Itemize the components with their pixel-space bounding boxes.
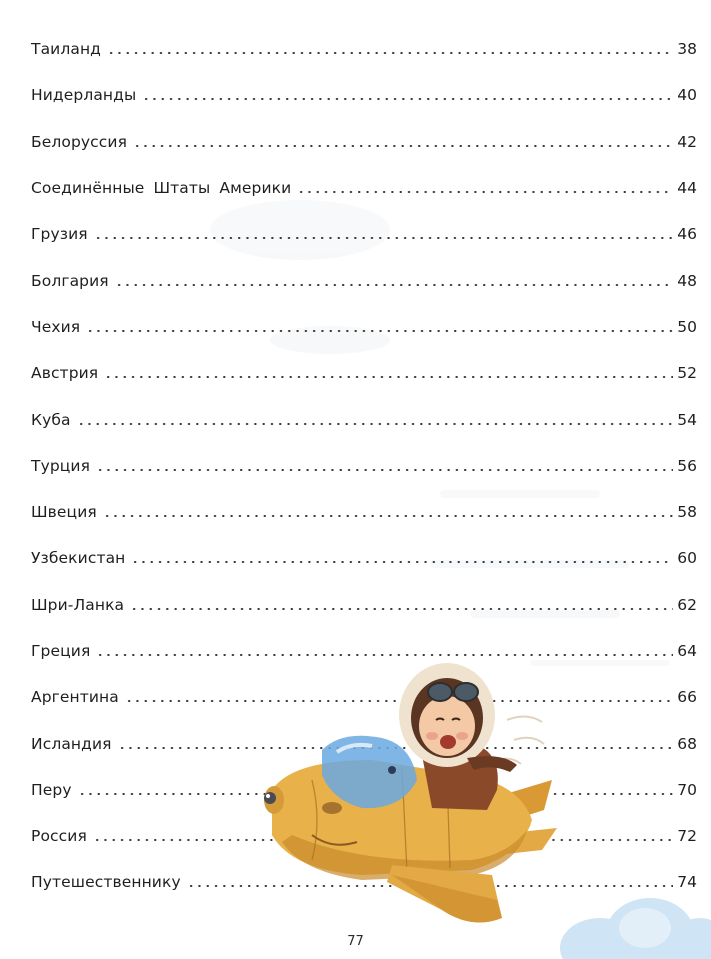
toc-entry bbox=[31, 582, 697, 628]
toc-entry-title: Белоруссия bbox=[31, 132, 128, 151]
toc-leader-dots bbox=[77, 423, 674, 425]
toc-entry-page: 72 bbox=[677, 827, 697, 846]
toc-leader-dots bbox=[133, 145, 673, 147]
toc-entry bbox=[31, 443, 697, 489]
toc-entry-title: Перу bbox=[31, 780, 72, 799]
toc-entry-page: 56 bbox=[677, 456, 697, 475]
toc-leader-dots bbox=[103, 515, 673, 517]
toc-entry-page: 40 bbox=[677, 86, 697, 105]
toc-entry bbox=[31, 72, 697, 118]
toc-entry-title: Путешественнику bbox=[31, 873, 181, 892]
toc-leader-dots bbox=[86, 330, 673, 332]
toc-entry-page: 70 bbox=[677, 780, 697, 799]
toc-entry-title: Чехия bbox=[31, 317, 81, 336]
toc-leader-dots bbox=[142, 98, 673, 100]
toc-entry bbox=[31, 26, 697, 72]
toc-entry-title: Швеция bbox=[31, 503, 97, 522]
airplane-icon bbox=[252, 660, 572, 950]
toc-entry bbox=[31, 119, 697, 165]
toc-leader-dots bbox=[96, 654, 673, 656]
toc-entry bbox=[31, 165, 697, 211]
toc-entry-title: Турция bbox=[31, 456, 91, 475]
toc-entry-title: Соединённые Штаты Америки bbox=[31, 179, 292, 198]
toc-entry-title: Аргентина bbox=[31, 688, 119, 707]
toc-entry-title: Австрия bbox=[31, 364, 99, 383]
toc-entry-page: 52 bbox=[677, 364, 697, 383]
toc-entry bbox=[31, 211, 697, 257]
toc-leader-dots bbox=[94, 237, 674, 239]
toc-entry-page: 64 bbox=[677, 642, 697, 660]
toc-entry-page: 50 bbox=[677, 317, 697, 336]
toc-entry-page: 54 bbox=[677, 410, 697, 429]
toc-entry-page: 68 bbox=[677, 734, 697, 753]
toc-entry-page: 44 bbox=[677, 179, 697, 198]
toc-leader-dots bbox=[107, 52, 673, 54]
toc-entry bbox=[31, 396, 697, 442]
toc-leader-dots bbox=[131, 561, 673, 563]
toc-entry-page: 46 bbox=[677, 225, 697, 244]
toc-entry-page: 48 bbox=[677, 271, 697, 290]
toc-entry-title: Россия bbox=[31, 827, 87, 846]
toc-leader-dots bbox=[115, 284, 674, 286]
toc-entry-page: 60 bbox=[677, 549, 697, 568]
toc-leader-dots bbox=[297, 191, 673, 193]
toc-entry bbox=[31, 350, 697, 396]
toc-entry bbox=[31, 489, 697, 535]
toc-entry-title: Куба bbox=[31, 410, 71, 429]
toc-entry-page: 66 bbox=[677, 688, 697, 707]
toc-leader-dots bbox=[104, 376, 673, 378]
toc-entry-title: Исландия bbox=[31, 734, 112, 753]
toc-entry-title: Узбекистан bbox=[31, 549, 126, 568]
toc-entry-page: 58 bbox=[677, 503, 697, 522]
toc-entry bbox=[31, 535, 697, 581]
page-number: 77 bbox=[347, 934, 364, 949]
toc-entry-title: Нидерланды bbox=[31, 86, 137, 105]
toc-entry-title: Греция bbox=[31, 642, 91, 660]
toc-entry-page: 62 bbox=[677, 595, 697, 614]
toc-entry-title: Таиланд bbox=[31, 40, 101, 59]
toc-leader-dots bbox=[130, 608, 673, 610]
toc-entry-title: Шри-Ланка bbox=[31, 595, 125, 614]
toc-entry-page: 74 bbox=[677, 873, 697, 892]
toc-entry bbox=[31, 257, 697, 303]
toc-entry-title: Грузия bbox=[31, 225, 88, 244]
toc-leader-dots bbox=[96, 469, 673, 471]
toc-entry-page: 38 bbox=[677, 40, 697, 59]
toc-entry-title: Болгария bbox=[31, 271, 109, 290]
toc-entry bbox=[31, 304, 697, 350]
toc-entry-page: 42 bbox=[677, 132, 697, 151]
